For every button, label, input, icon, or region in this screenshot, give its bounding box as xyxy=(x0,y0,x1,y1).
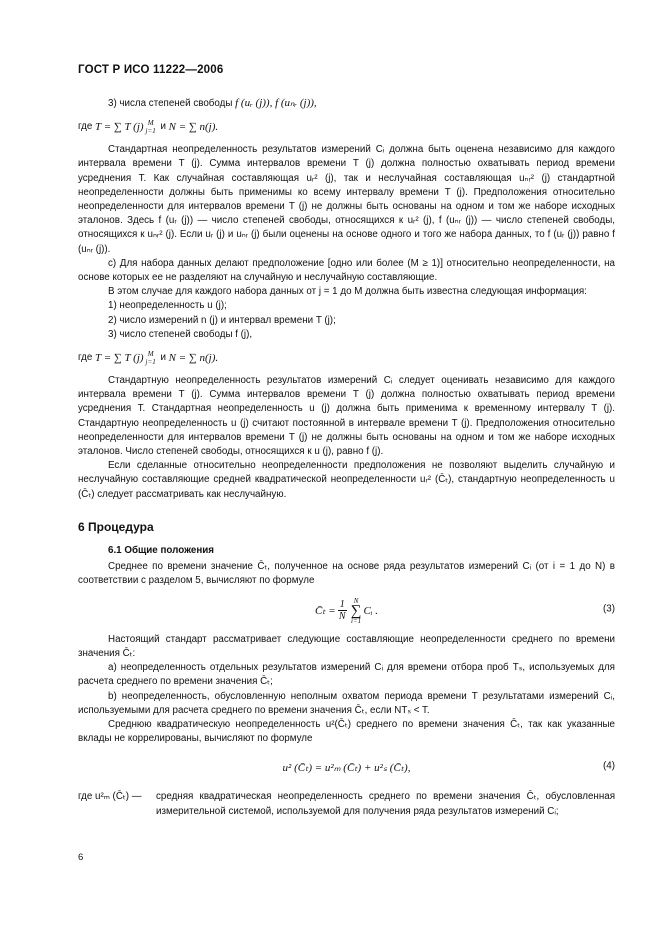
list-item: 3) числа степеней свободы f (uᵣ (j)), f (uₙᵣ (j)), xyxy=(108,97,317,109)
paragraph: c) Для набора данных делают предположение [одно или более (M ≥ 1)] относительно неопределенности, на основе которых ее не разделяют на случайную и неслучайную составляющие. xyxy=(78,257,615,284)
section-heading: 6 Процедура xyxy=(78,519,154,534)
paragraph: Среднее по времени значение C̄ₜ, полученное на основе ряда результатов измерений Cᵢ (от i = 1 до N) в соответствии с разделом 5, вычисляют по формуле xyxy=(78,561,615,587)
list-item: 3) число степеней свободы f (j), xyxy=(108,328,253,340)
list-item: a) неопределенность отдельных результатов измерений Cᵢ для времени отбора проб Tₛ, используемых для расчета среднего по времени значения C̄ₜ; xyxy=(78,662,615,688)
definition-term: где u²ₘ (C̄ₜ) — xyxy=(78,791,142,803)
list-item: 2) число измерений n (j) и интервал времени T (j); xyxy=(108,314,336,326)
definition-description: средняя квадратическая неопределенность среднего по времени значения C̄ₜ, обусловленная измерительной системой, используемой для получения ряда результатов измерений Cᵢ; xyxy=(156,791,615,817)
definition xyxy=(78,790,615,818)
equation-4: u² (C̄ₜ) = u²ₘ (C̄ₜ) + u²ₛ (C̄ₜ), (4) xyxy=(282,760,615,775)
page-number: 6 xyxy=(78,852,84,863)
list-item: b) неопределенность, обусловленную неполным охватом периода времени T результатами измерений Cᵢ, используемыми для расчета среднего по времени значения C̄ₜ, если NTₛ < T. xyxy=(78,690,615,716)
equation-3: C̄ₜ = $\frac{1}{N}$ N ∑ i=1 Cᵢ . (3) xyxy=(314,596,615,625)
sum-formula: где T = ∑ T (j) M j=1 и N = ∑ n(j). xyxy=(78,350,219,367)
page-header: ГОСТ Р ИСО 11222—2006 xyxy=(78,64,224,76)
sum-formula: где T = ∑ T (j) M j=1 и N = ∑ n(j). xyxy=(78,119,219,136)
paragraph: В этом случае для каждого набора данных от j = 1 до M должна быть известна следующая информация: xyxy=(108,286,587,298)
equation-number: (4) xyxy=(603,760,615,772)
sum-T: T = ∑ T (j) xyxy=(95,121,144,134)
paragraph: Стандартную неопределенность результатов измерений Cᵢ следует оценивать независимо для каждого интервала времени T (j). Сумма интервалов времени T (j) должна полностью охватывать период времени усреднения T. Стандартная неопределенность u (j) должна быть применима к временному интервалу T (j). Стандартную неопределенность u (j) считают постоянной в интервале времени T (j). Предположения относительно неопределенности для интервалов времени T (j) не должны быть основаны на одном и том же наборе исходных эталонов. Число степеней свободы, относящихся к u (j), равно f (j). xyxy=(78,375,615,458)
page-content xyxy=(78,96,615,819)
paragraph: Настоящий стандарт рассматривает следующие составляющие неопределенности среднего по времени значения C̄ₜ: xyxy=(78,633,615,659)
list-item: 1) неопределенность u (j); xyxy=(108,300,227,312)
paragraph: Если сделанные относительно неопределенности предположения не позволяют выделить случайную и неслучайную составляющие средней квадратической неопределенности uᵣ² (C̄ₜ), стандартную неопределенность u (C̄ₜ) следует рассматривать как неслучайную. xyxy=(78,460,615,500)
subsection-heading: 6.1 Общие положения xyxy=(108,545,215,557)
paragraph: Среднюю квадратическую неопределенность u²(C̄ₜ) среднего по времени значения C̄ₜ, так как указанные вклады не коррелированы, вычисляют по формуле xyxy=(78,718,615,745)
paragraph: Стандартная неопределенность результатов измерений Cᵢ должна быть оценена независимо для каждого интервала времени T (j). Сумма интервалов времени T (j) должна полностью охватывать период времени усреднения T. Как случайная составляющая uᵣ² (j), так и неслучайная составляющая uₙᵣ² (j) стандартной неопределенности должны быть применимы ко всему интервалу времени T (j). Предположения относительно неопределенности для интервалов времени T (j) не должны быть основаны на одном и том же наборе исходных эталонов. Здесь f (uᵣ (j)) — число степеней свободы, относящихся к uᵣ² (j), f (uₙᵣ (j)) — число степеней свободы, относящихся к uₙᵣ² (j). Если uᵣ (j) и uₙᵣ (j) были оценены на основе одного и того же набора данных, то f (uᵣ (j)) равно f (uₙᵣ (j)). xyxy=(78,144,615,255)
sum-N: N = ∑ n(j). xyxy=(168,121,219,134)
sum-limits: M j=1 xyxy=(145,119,156,136)
equation-number: (3) xyxy=(603,603,615,615)
